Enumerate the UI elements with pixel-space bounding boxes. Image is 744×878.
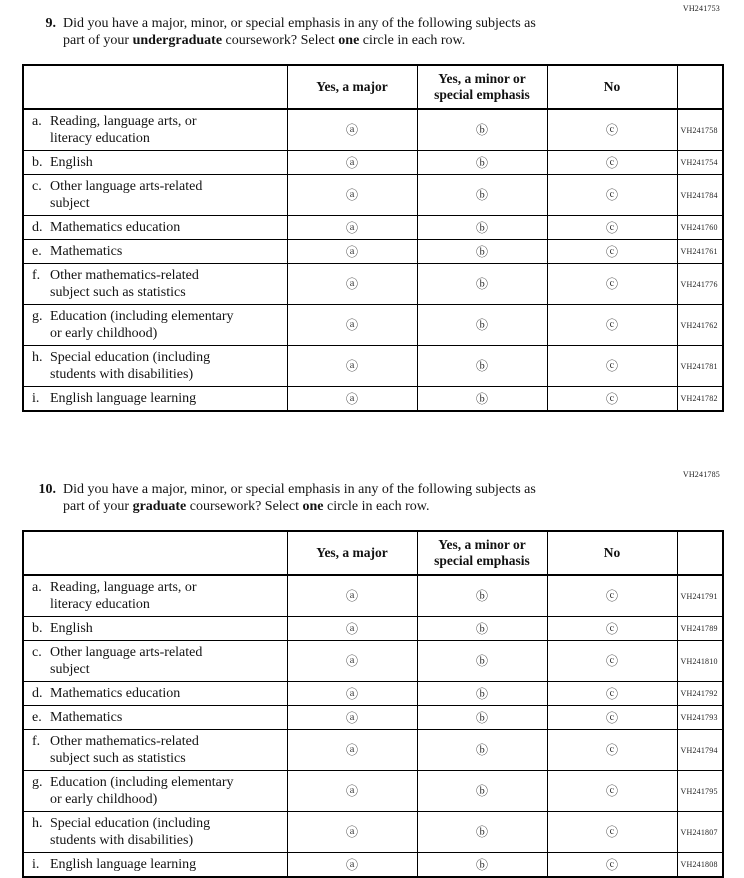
- row-label: Mathematics: [50, 244, 123, 259]
- option-yes-minor[interactable]: [417, 771, 547, 812]
- row-label: English language learning: [50, 391, 197, 406]
- table-row: [23, 730, 723, 771]
- row-letter: d.: [32, 686, 43, 701]
- option-no[interactable]: [547, 240, 677, 264]
- option-no[interactable]: [547, 216, 677, 240]
- row-code: VH241762: [677, 305, 723, 346]
- circle-b-icon[interactable]: ⓑ: [475, 784, 488, 798]
- row-letter: f.: [32, 734, 41, 749]
- row-letter: a.: [32, 580, 42, 595]
- table-row: [23, 771, 723, 812]
- question-text: [63, 15, 536, 49]
- circle-b-icon[interactable]: ⓑ: [475, 220, 488, 235]
- option-no[interactable]: [547, 771, 677, 812]
- circle-c-icon[interactable]: ⓒ: [605, 743, 618, 757]
- option-yes-minor[interactable]: [417, 682, 547, 706]
- circle-b-icon[interactable]: ⓑ: [475, 825, 488, 839]
- table-row: [23, 617, 723, 641]
- row-code: VH241758: [677, 109, 723, 151]
- row-code: VH241794: [677, 730, 723, 771]
- circle-c-icon[interactable]: ⓒ: [605, 359, 618, 373]
- circle-a-icon[interactable]: ⓐ: [345, 621, 358, 636]
- table-row: [23, 575, 723, 617]
- circle-c-icon[interactable]: ⓒ: [605, 654, 618, 668]
- option-yes-minor[interactable]: [417, 812, 547, 853]
- circle-c-icon[interactable]: ⓒ: [605, 123, 618, 137]
- row-letter: g.: [32, 775, 43, 790]
- label-column-header: [23, 65, 287, 109]
- row-code: VH241761: [677, 240, 723, 264]
- option-yes-minor[interactable]: [417, 264, 547, 305]
- row-code: VH241789: [677, 617, 723, 641]
- option-yes-major[interactable]: [287, 151, 417, 175]
- question-10: [32, 481, 722, 515]
- option-yes-minor[interactable]: [417, 151, 547, 175]
- row-code: VH241776: [677, 264, 723, 305]
- option-yes-major[interactable]: [287, 109, 417, 151]
- circle-b-icon[interactable]: ⓑ: [475, 359, 488, 373]
- circle-b-icon[interactable]: ⓑ: [475, 857, 488, 872]
- row-letter: c.: [32, 645, 42, 660]
- option-yes-minor[interactable]: [417, 387, 547, 412]
- row-label-cell: [23, 853, 287, 878]
- row-label: Other language arts-related subject: [50, 645, 203, 677]
- option-no[interactable]: [547, 109, 677, 151]
- circle-a-icon[interactable]: ⓐ: [345, 123, 358, 137]
- circle-a-icon[interactable]: ⓐ: [345, 784, 358, 798]
- option-yes-minor[interactable]: [417, 641, 547, 682]
- question-text-line2-mid: coursework? Select: [186, 499, 303, 514]
- circle-b-icon[interactable]: ⓑ: [475, 277, 488, 291]
- circle-a-icon[interactable]: ⓐ: [345, 825, 358, 839]
- question-text-line2-pre: part of your: [63, 33, 133, 48]
- row-label-cell: [23, 175, 287, 216]
- col-header-yes-minor: Yes, a minor or special emphasis: [417, 65, 547, 109]
- circle-c-icon[interactable]: ⓒ: [605, 391, 618, 406]
- option-yes-minor[interactable]: [417, 730, 547, 771]
- row-label-cell: [23, 216, 287, 240]
- circle-a-icon[interactable]: ⓐ: [345, 155, 358, 170]
- circle-a-icon[interactable]: ⓐ: [345, 188, 358, 202]
- row-label: Special education (including students with disabilities): [50, 816, 211, 848]
- row-letter: i.: [32, 857, 40, 872]
- option-yes-major[interactable]: [287, 730, 417, 771]
- circle-c-icon[interactable]: ⓒ: [605, 188, 618, 202]
- code-column-header: [677, 65, 723, 109]
- question-text-line1: Did you have a major, minor, or special emphasis in any of the following subjects as: [63, 482, 536, 497]
- circle-b-icon[interactable]: ⓑ: [475, 318, 488, 332]
- question-text: [63, 481, 536, 515]
- row-label-cell: [23, 682, 287, 706]
- row-label-cell: [23, 771, 287, 812]
- table-row: [23, 346, 723, 387]
- row-label-cell: [23, 617, 287, 641]
- circle-b-icon[interactable]: ⓑ: [475, 686, 488, 701]
- option-yes-minor[interactable]: [417, 706, 547, 730]
- table-row: [23, 812, 723, 853]
- circle-b-icon[interactable]: ⓑ: [475, 654, 488, 668]
- header-row: [23, 531, 723, 575]
- option-yes-major[interactable]: [287, 305, 417, 346]
- circle-a-icon[interactable]: ⓐ: [345, 391, 358, 406]
- circle-b-icon[interactable]: ⓑ: [475, 391, 488, 406]
- row-code: VH241791: [677, 575, 723, 617]
- circle-c-icon[interactable]: ⓒ: [605, 277, 618, 291]
- option-yes-major[interactable]: [287, 387, 417, 412]
- table-row: [23, 682, 723, 706]
- row-label-cell: [23, 730, 287, 771]
- row-label-cell: [23, 575, 287, 617]
- row-letter: g.: [32, 309, 43, 324]
- table-row: [23, 175, 723, 216]
- row-label-cell: [23, 264, 287, 305]
- option-yes-minor[interactable]: [417, 346, 547, 387]
- col-header-yes-major: Yes, a major: [287, 65, 417, 109]
- row-letter: c.: [32, 179, 42, 194]
- table-row: [23, 151, 723, 175]
- form-code-top: VH241753: [682, 4, 720, 13]
- option-yes-major[interactable]: [287, 175, 417, 216]
- option-yes-minor[interactable]: [417, 853, 547, 878]
- table-row: [23, 109, 723, 151]
- circle-c-icon[interactable]: ⓒ: [605, 589, 618, 603]
- row-letter: f.: [32, 268, 41, 283]
- circle-a-icon[interactable]: ⓐ: [345, 654, 358, 668]
- question-text-bold-one: one: [302, 499, 324, 514]
- option-yes-minor[interactable]: [417, 305, 547, 346]
- option-yes-major[interactable]: [287, 240, 417, 264]
- circle-b-icon[interactable]: ⓑ: [475, 155, 488, 170]
- circle-c-icon[interactable]: ⓒ: [605, 784, 618, 798]
- circle-c-icon[interactable]: ⓒ: [605, 825, 618, 839]
- question-text-line2-mid: coursework? Select: [222, 33, 339, 48]
- row-label: Education (including elementary or early childhood): [50, 309, 234, 341]
- option-no[interactable]: [547, 151, 677, 175]
- row-letter: h.: [32, 816, 43, 831]
- circle-a-icon[interactable]: ⓐ: [345, 277, 358, 291]
- question-number: 10.: [38, 482, 56, 497]
- row-code: VH241793: [677, 706, 723, 730]
- col-header-yes-minor: Yes, a minor or special emphasis: [417, 531, 547, 575]
- circle-c-icon[interactable]: ⓒ: [605, 686, 618, 701]
- circle-a-icon[interactable]: ⓐ: [345, 318, 358, 332]
- col-header-yes-major: Yes, a major: [287, 531, 417, 575]
- option-yes-major[interactable]: [287, 346, 417, 387]
- row-code: VH241781: [677, 346, 723, 387]
- option-yes-minor[interactable]: [417, 240, 547, 264]
- option-no[interactable]: [547, 305, 677, 346]
- circle-a-icon[interactable]: ⓐ: [345, 220, 358, 235]
- question-text-bold-coursework: graduate: [132, 499, 187, 514]
- option-yes-major[interactable]: [287, 617, 417, 641]
- circle-c-icon[interactable]: ⓒ: [605, 621, 618, 636]
- option-no[interactable]: [547, 706, 677, 730]
- row-code: VH241754: [677, 151, 723, 175]
- row-label-cell: [23, 812, 287, 853]
- row-code: VH241792: [677, 682, 723, 706]
- response-table-q9: [22, 64, 724, 412]
- circle-b-icon[interactable]: ⓑ: [475, 123, 488, 137]
- table-row: [23, 240, 723, 264]
- option-no[interactable]: [547, 682, 677, 706]
- row-code: VH241784: [677, 175, 723, 216]
- row-label: English language learning: [50, 857, 197, 872]
- table-row: [23, 264, 723, 305]
- option-no[interactable]: [547, 730, 677, 771]
- row-label: English: [50, 155, 93, 170]
- row-label: Other language arts-related subject: [50, 179, 203, 211]
- table-row: [23, 853, 723, 878]
- option-yes-major[interactable]: [287, 641, 417, 682]
- option-no[interactable]: [547, 264, 677, 305]
- option-yes-major[interactable]: [287, 216, 417, 240]
- circle-b-icon[interactable]: ⓑ: [475, 188, 488, 202]
- row-letter: a.: [32, 114, 42, 129]
- question-text-line2-post: circle in each row.: [323, 499, 430, 514]
- row-code: VH241810: [677, 641, 723, 682]
- row-label: English: [50, 621, 93, 636]
- row-code: VH241807: [677, 812, 723, 853]
- option-no[interactable]: [547, 387, 677, 412]
- option-yes-major[interactable]: [287, 706, 417, 730]
- option-yes-minor[interactable]: [417, 216, 547, 240]
- circle-a-icon[interactable]: ⓐ: [345, 244, 358, 259]
- circle-b-icon[interactable]: ⓑ: [475, 589, 488, 603]
- header-row: [23, 65, 723, 109]
- row-label-cell: [23, 641, 287, 682]
- col-header-no: No: [547, 65, 677, 109]
- option-no[interactable]: [547, 853, 677, 878]
- circle-c-icon[interactable]: ⓒ: [605, 155, 618, 170]
- circle-a-icon[interactable]: ⓐ: [345, 589, 358, 603]
- option-yes-major[interactable]: [287, 264, 417, 305]
- question-text-bold-one: one: [338, 33, 360, 48]
- circle-b-icon[interactable]: ⓑ: [475, 244, 488, 259]
- table-row: [23, 387, 723, 412]
- option-no[interactable]: [547, 175, 677, 216]
- question-number: 9.: [45, 16, 56, 31]
- circle-b-icon[interactable]: ⓑ: [475, 710, 488, 725]
- circle-c-icon[interactable]: ⓒ: [605, 244, 618, 259]
- row-label: Reading, language arts, or literacy education: [50, 114, 197, 146]
- circle-c-icon[interactable]: ⓒ: [605, 318, 618, 332]
- option-no[interactable]: [547, 617, 677, 641]
- row-label: Other mathematics-related subject such as statistics: [50, 268, 199, 300]
- circle-a-icon[interactable]: ⓐ: [345, 359, 358, 373]
- option-no[interactable]: [547, 575, 677, 617]
- row-label-cell: [23, 305, 287, 346]
- question-text-line1: Did you have a major, minor, or special emphasis in any of the following subjects as: [63, 16, 536, 31]
- row-letter: i.: [32, 391, 40, 406]
- table-row: [23, 641, 723, 682]
- option-yes-minor[interactable]: [417, 617, 547, 641]
- row-label: Other mathematics-related subject such as statistics: [50, 734, 199, 766]
- option-yes-major[interactable]: [287, 682, 417, 706]
- option-yes-major[interactable]: [287, 771, 417, 812]
- response-table-q10: [22, 530, 724, 878]
- option-yes-minor[interactable]: [417, 109, 547, 151]
- row-letter: e.: [32, 244, 42, 259]
- circle-b-icon[interactable]: ⓑ: [475, 621, 488, 636]
- code-column-header: [677, 531, 723, 575]
- circle-a-icon[interactable]: ⓐ: [345, 710, 358, 725]
- row-label: Reading, language arts, or literacy education: [50, 580, 197, 612]
- row-code: VH241795: [677, 771, 723, 812]
- circle-c-icon[interactable]: ⓒ: [605, 857, 618, 872]
- row-letter: d.: [32, 220, 43, 235]
- row-label: Mathematics education: [50, 686, 181, 701]
- row-letter: b.: [32, 621, 43, 636]
- row-label-cell: [23, 151, 287, 175]
- table-row: [23, 706, 723, 730]
- option-yes-minor[interactable]: [417, 175, 547, 216]
- row-label: Mathematics education: [50, 220, 181, 235]
- row-code: VH241760: [677, 216, 723, 240]
- question-text-line2-post: circle in each row.: [359, 33, 466, 48]
- row-label-cell: [23, 387, 287, 412]
- row-code: VH241808: [677, 853, 723, 878]
- row-label-cell: [23, 109, 287, 151]
- option-no[interactable]: [547, 346, 677, 387]
- circle-c-icon[interactable]: ⓒ: [605, 710, 618, 725]
- circle-b-icon[interactable]: ⓑ: [475, 743, 488, 757]
- row-label: Education (including elementary or early childhood): [50, 775, 234, 807]
- label-column-header: [23, 531, 287, 575]
- row-label: Mathematics: [50, 710, 123, 725]
- option-no[interactable]: [547, 812, 677, 853]
- row-label: Special education (including students with disabilities): [50, 350, 211, 382]
- circle-c-icon[interactable]: ⓒ: [605, 220, 618, 235]
- row-label-cell: [23, 346, 287, 387]
- row-code: VH241782: [677, 387, 723, 412]
- question-text-bold-coursework: undergraduate: [132, 33, 223, 48]
- row-label-cell: [23, 706, 287, 730]
- table-row: [23, 216, 723, 240]
- circle-a-icon[interactable]: ⓐ: [345, 743, 358, 757]
- row-letter: e.: [32, 710, 42, 725]
- row-label-cell: [23, 240, 287, 264]
- form-code-mid: VH241785: [682, 470, 720, 479]
- option-yes-minor[interactable]: [417, 575, 547, 617]
- row-letter: h.: [32, 350, 43, 365]
- question-9: [32, 15, 722, 49]
- circle-a-icon[interactable]: ⓐ: [345, 686, 358, 701]
- option-yes-major[interactable]: [287, 853, 417, 878]
- option-yes-major[interactable]: [287, 812, 417, 853]
- question-text-line2-pre: part of your: [63, 499, 133, 514]
- option-no[interactable]: [547, 641, 677, 682]
- circle-a-icon[interactable]: ⓐ: [345, 857, 358, 872]
- option-yes-major[interactable]: [287, 575, 417, 617]
- col-header-no: No: [547, 531, 677, 575]
- table-row: [23, 305, 723, 346]
- row-letter: b.: [32, 155, 43, 170]
